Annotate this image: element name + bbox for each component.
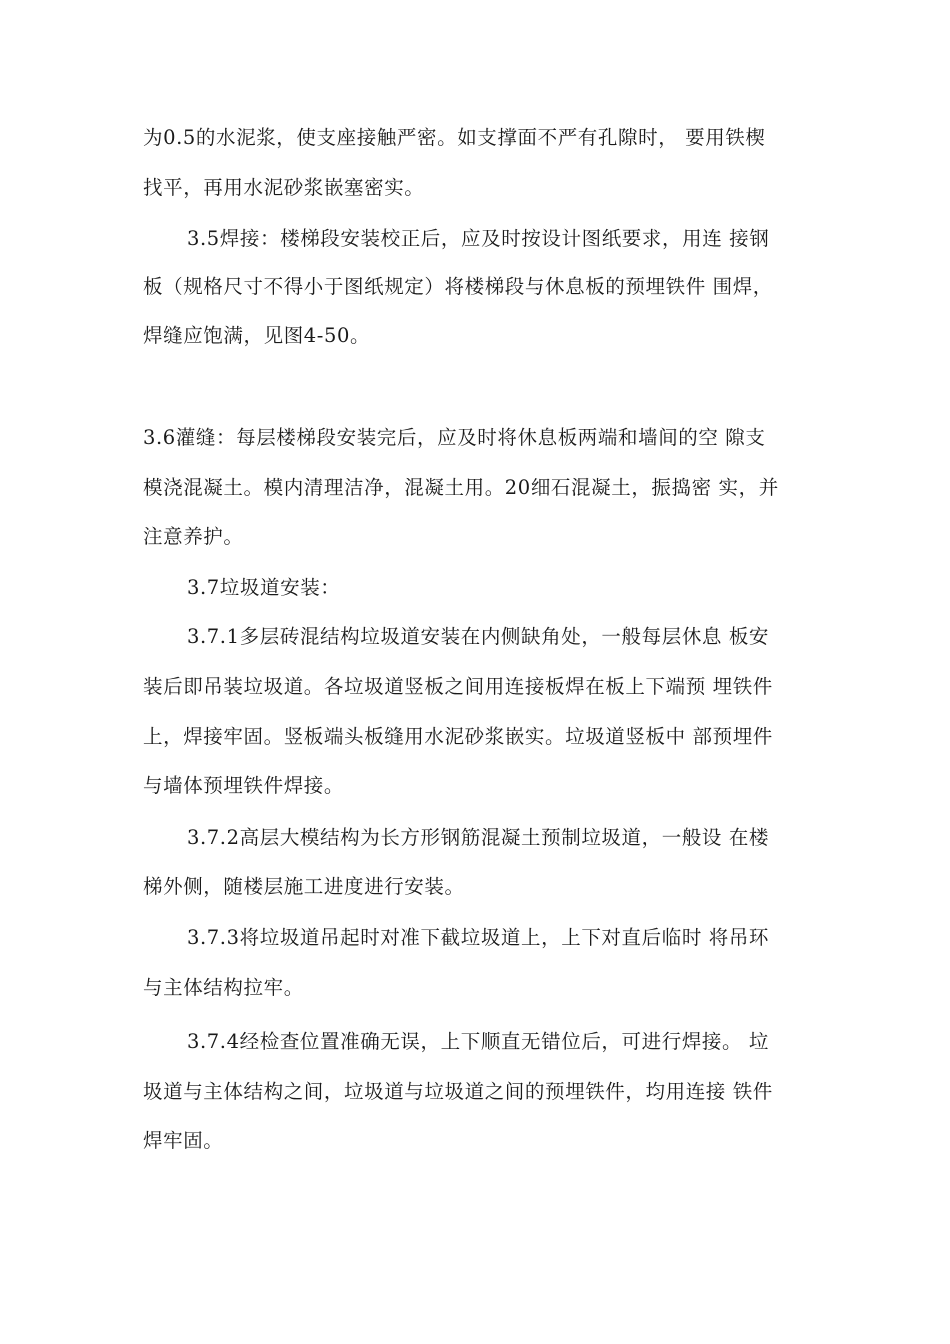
text-line: 焊牢固。 [143,1129,224,1152]
text-line: 与主体结构拉牢。 [143,976,304,999]
text-line: 梯外侧，随楼层施工进度进行安装。 [143,875,465,898]
text-line: 注意养护。 [143,525,244,548]
text-line: 3.7.2高层大模结构为长方形钢筋混凝土预制垃圾道，一般设 在楼 [187,826,770,849]
text-line: 模浇混凝土。模内清理洁净，混凝土用。20细石混凝土，振捣密 实，并 [143,476,779,499]
text-line: 与墙体预埋铁件焊接。 [143,774,345,797]
text-line: 焊缝应饱满，见图4-50。 [143,324,371,347]
text-line: 上，焊接牢固。竖板端头板缝用水泥砂浆嵌实。垃圾道竖板中 部预埋件 [143,725,773,748]
section-heading: 3.7垃圾道安装： [187,576,341,599]
text-line: 3.7.1多层砖混结构垃圾道安装在内侧缺角处，一般每层休息 板安 [187,625,770,648]
text-line: 3.5焊接：楼梯段安装校正后，应及时按设计图纸要求，用连 接钢 [187,227,770,250]
text-line: 圾道与主体结构之间，垃圾道与垃圾道之间的预埋铁件，均用连接 铁件 [143,1080,773,1103]
text-line: 装后即吊装垃圾道。各垃圾道竖板之间用连接板焊在板上下端预 埋铁件 [143,675,773,698]
text-line: 3.6灌缝：每层楼梯段安装完后，应及时将休息板两端和墙间的空 隙支 [143,426,766,449]
text-line: 找平，再用水泥砂浆嵌塞密实。 [143,176,425,199]
text-line: 3.7.4经检查位置准确无误，上下顺直无错位后，可进行焊接。 垃 [187,1030,770,1053]
text-line: 板（规格尺寸不得小于图纸规定）将楼梯段与休息板的预埋铁件 围焊， [143,275,773,298]
text-line: 为0.5的水泥浆，使支座接触严密。如支撑面不严有孔隙时， 要用铁楔 [143,126,766,149]
text-line: 3.7.3将垃圾道吊起时对准下截垃圾道上，上下对直后临时 将吊环 [187,926,770,949]
